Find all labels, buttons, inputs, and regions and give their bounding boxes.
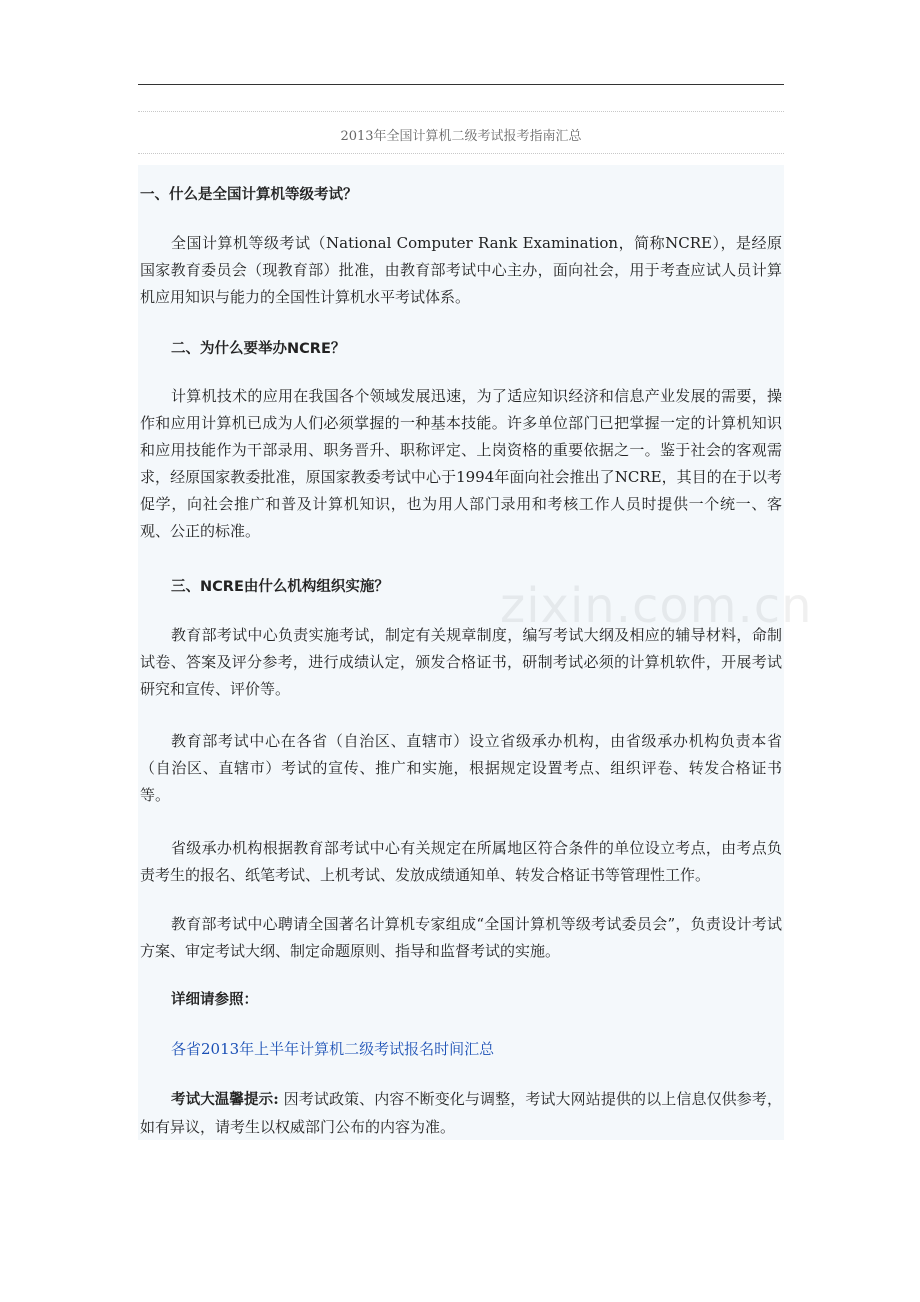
province-registration-link[interactable]: 各省2013年上半年计算机二级考试报名时间汇总 xyxy=(171,1040,495,1058)
section-3-paragraph-2: 教育部考试中心在各省（自治区、直辖市）设立省级承办机构，由省级承办机构负责本省（自治区、直辖市）考试的宣传、推广和实施，根据规定设置考点、组织评卷、转发合格证书等。 xyxy=(140,732,782,804)
document-title: 2013年全国计算机二级考试报考指南汇总 xyxy=(340,129,582,144)
article-body xyxy=(138,165,784,1140)
title-bottom-dotted-divider xyxy=(138,153,784,154)
section-1-paragraph: 全国计算机等级考试（National Computer Rank Examination，简称NCRE），是经原国家教育委员会（现教育部）批准，由教育部考试中心主办，面向社会，用于考查应试人员计算机应用知识与能力的全国性计算机水平考试体系。 xyxy=(140,234,782,306)
see-also-link-line xyxy=(140,1036,782,1063)
tip-text: 因考试政策、内容不断变化与调整，考试大网站提供的以上信息仅供参考，如有异议，请考生以权威部门公布的内容为准。 xyxy=(140,1090,782,1136)
section-3-paragraph-4: 教育部考试中心聘请全国著名计算机专家组成“全国计算机等级考试委员会”，负责设计考试方案、审定考试大纲、制定命题原则、指导和监督考试的实施。 xyxy=(140,915,782,960)
section-3-paragraph-1: 教育部考试中心负责实施考试，制定有关规章制度，编写考试大纲及相应的辅导材料，命制试卷、答案及评分参考，进行成绩认定，颁发合格证书，研制考试必须的计算机软件，开展考试研究和宣传、评价等。 xyxy=(140,626,782,698)
top-divider xyxy=(138,84,784,85)
section-1-heading: 一、什么是全国计算机等级考试？ xyxy=(140,187,358,203)
tip-paragraph: 考试大温馨提示: 因考试政策、内容不断变化与调整，考试大网站提供的以上信息仅供参考，如有异议，请考生以权威部门公布的内容为准。 xyxy=(140,1090,782,1136)
title-top-dotted-divider xyxy=(138,111,784,112)
section-3-heading: 三、NCRE由什么机构组织实施？ xyxy=(171,579,389,595)
section-2-heading: 二、为什么要举办NCRE？ xyxy=(171,341,346,357)
section-3-paragraph-3: 省级承办机构根据教育部考试中心有关规定在所属地区符合条件的单位设立考点，由考点负责考生的报名、纸笔考试、上机考试、发放成绩通知单、转发合格证书等管理性工作。 xyxy=(140,839,782,884)
tip-label: 考试大温馨提示 xyxy=(171,1092,274,1108)
section-2-paragraph: 计算机技术的应用在我国各个领域发展迅速，为了适应知识经济和信息产业发展的需要，操作和应用计算机已成为人们必须掌握的一种基本技能。许多单位部门已把掌握一定的计算机知识和应用技能作为干部录用、职务晋升、职称评定、上岗资格的重要依据之一。鉴于社会的客观需求，经原国家教委批准，原国家教委考试中心于1994年面向社会推出了NCRE，其目的在于以考促学，向社会推广和普及计算机知识，也为用人部门录用和考核工作人员时提供一个统一、客观、公正的标准。 xyxy=(140,387,782,540)
see-also-label: 详细请参照： xyxy=(171,992,258,1008)
